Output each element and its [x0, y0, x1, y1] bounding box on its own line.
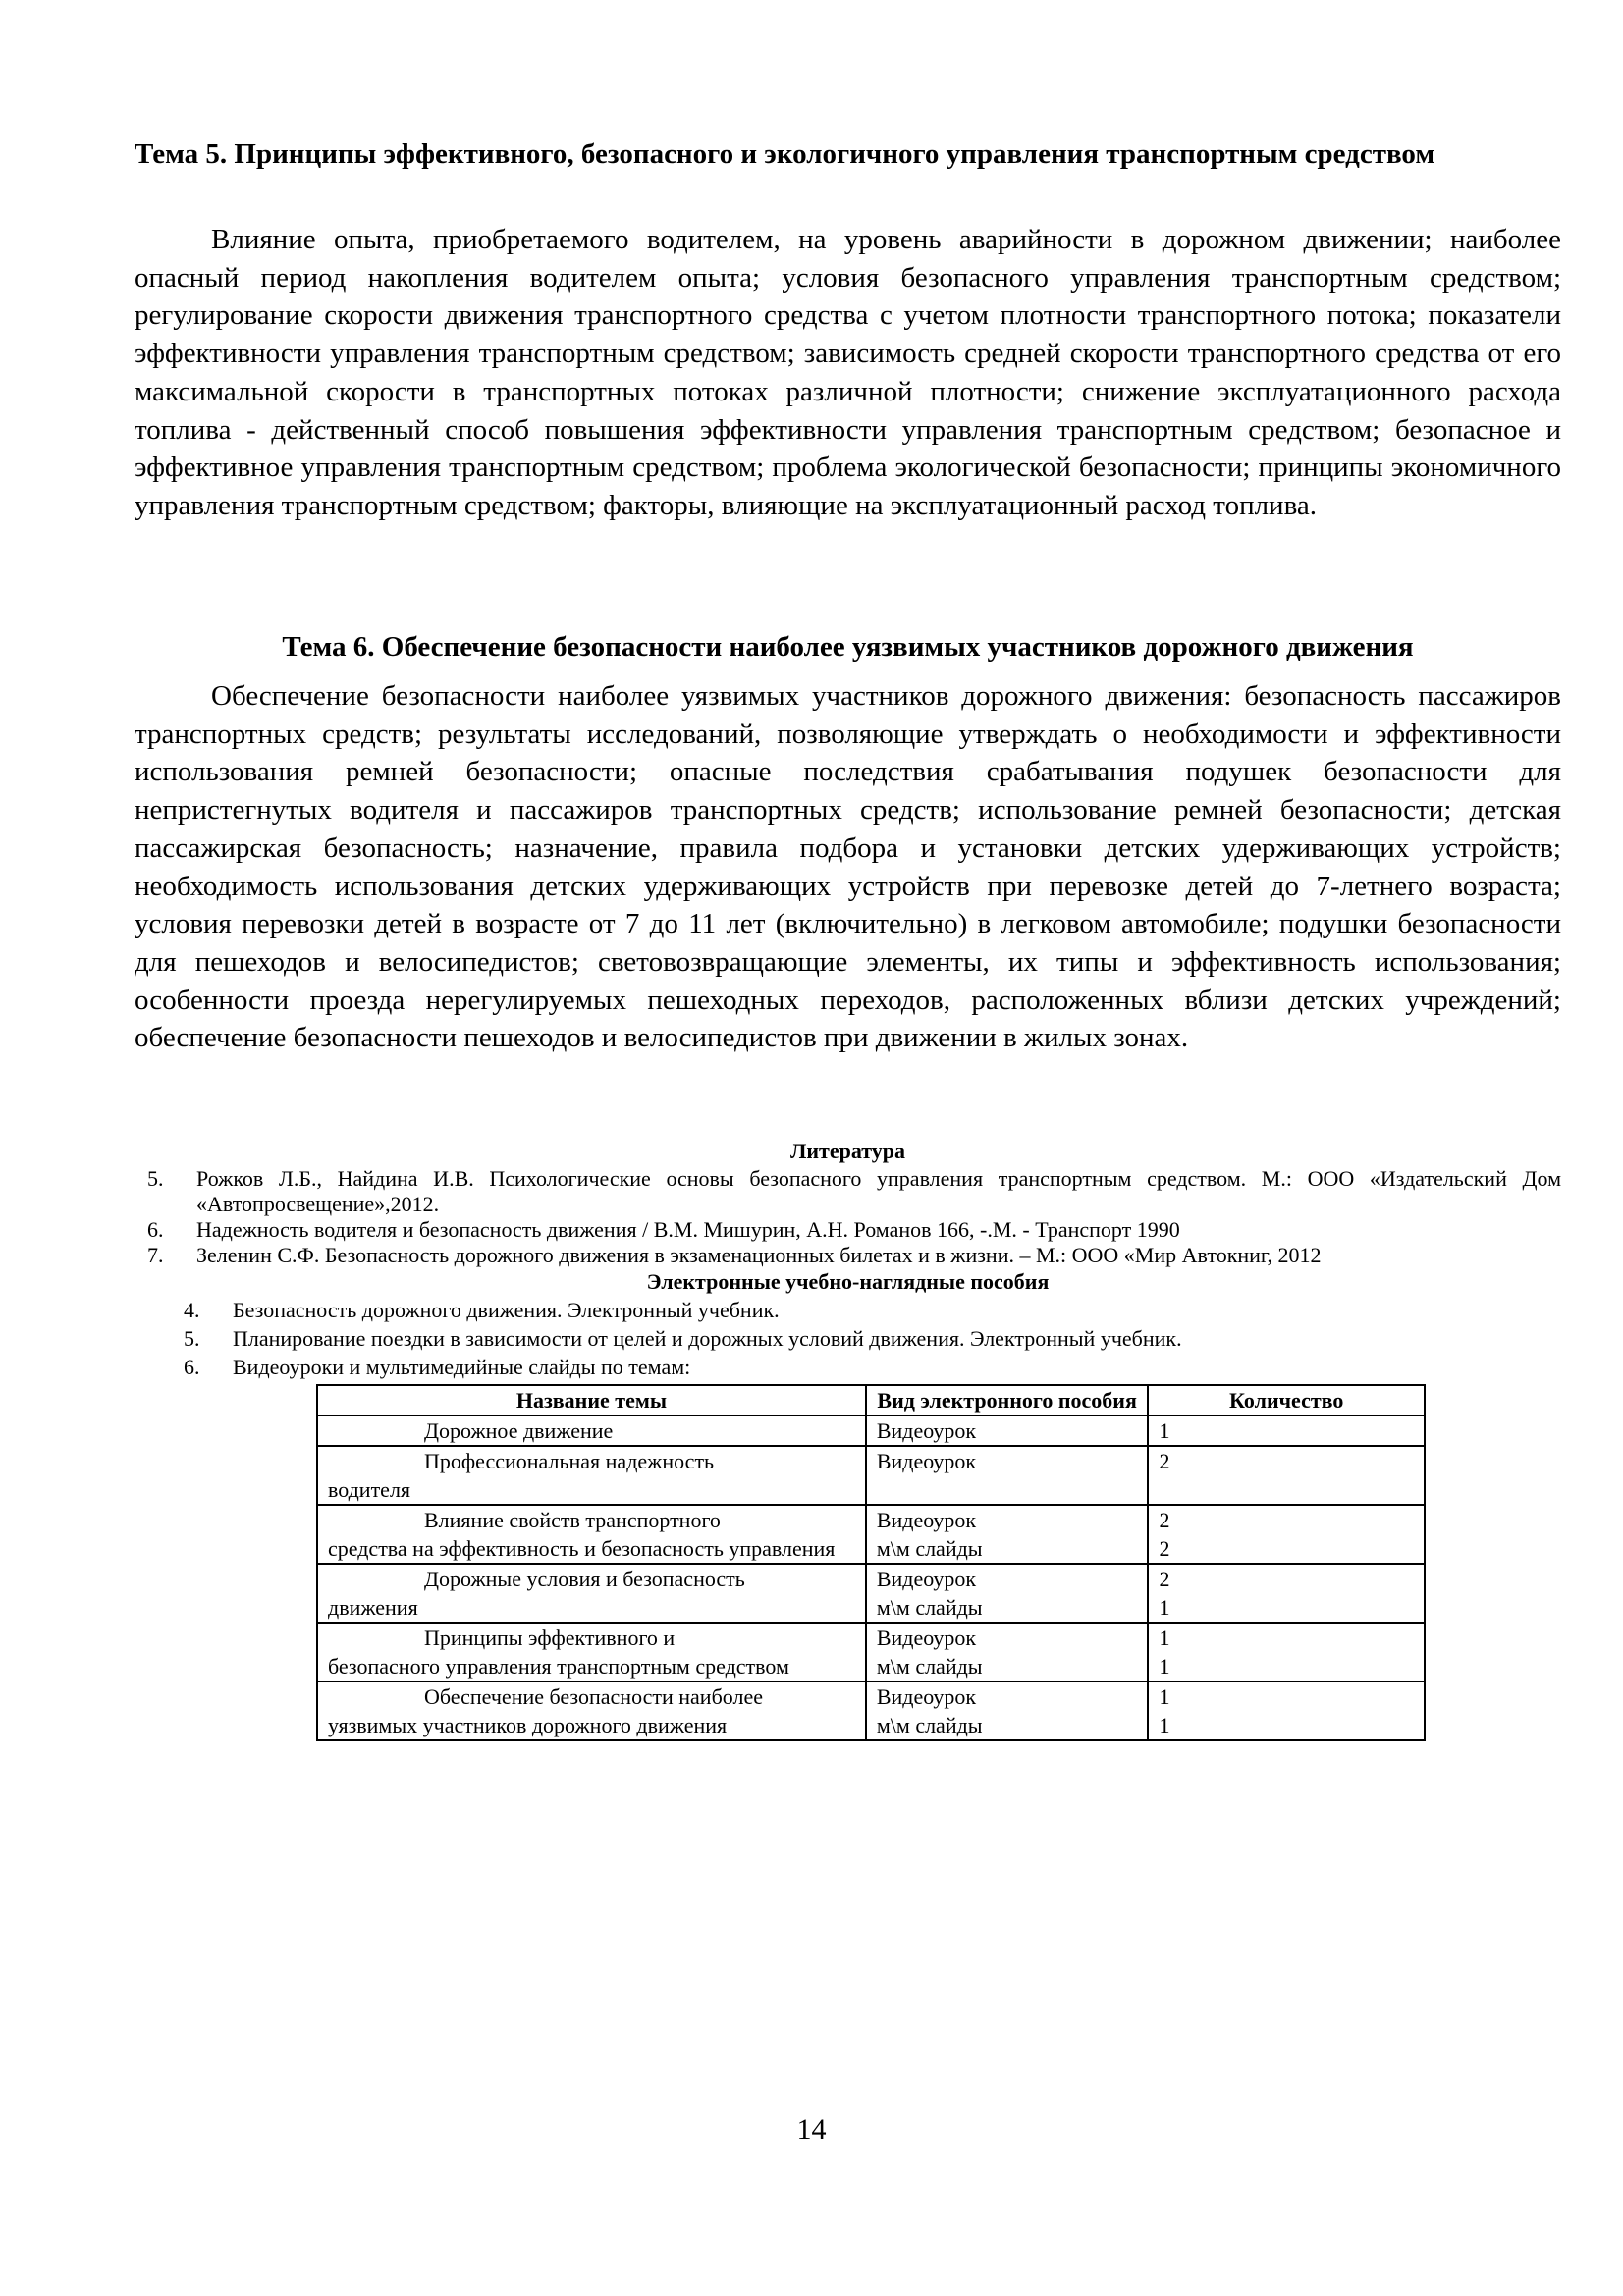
electronic-aid-text: Безопасность дорожного движения. Электронный учебник. [233, 1298, 780, 1322]
topic-rest: безопасного управления транспортным средством [328, 1654, 789, 1679]
table-cell-kind [866, 1623, 1149, 1682]
electronic-aids-heading: Электронные учебно-наглядные пособия [646, 1269, 1050, 1294]
table-row [317, 1682, 1425, 1740]
electronic-aid-number: 6. [184, 1355, 200, 1379]
table-cell-count [1148, 1505, 1425, 1564]
literature-item [147, 1166, 1561, 1217]
kind-value: Видеоурок [876, 1567, 977, 1591]
literature-item-text: Зеленин С.Ф. Безопасность дорожного движения в экзаменационных билетах и в жизни. – М.: ООО «Мир Автокниг, 2012 [196, 1243, 1322, 1267]
literature-item-text: Рожков Л.Б., Найдина И.В. Психологические основы безопасного управления транспортным средством. М.: ООО «Издательский Дом «Автопросвещение»,2012. [196, 1166, 1561, 1216]
count-value: 2 [1159, 1567, 1170, 1591]
electronic-aids-list [184, 1298, 1561, 1383]
column-header-kind: Вид электронного пособия [866, 1385, 1149, 1415]
electronic-aid-item [184, 1326, 1561, 1352]
literature-item [147, 1243, 1561, 1268]
kind-value: Видеоурок [876, 1449, 977, 1473]
table-row [317, 1623, 1425, 1682]
topic-rest: движения [328, 1595, 418, 1620]
table-row [317, 1415, 1425, 1446]
literature-item-text: Надежность водителя и безопасность движения / В.М. Мишурин, А.Н. Романов 166, -.М. - Транспорт 1990 [196, 1217, 1180, 1242]
count-value: 2 [1159, 1508, 1170, 1532]
table-cell-count [1148, 1446, 1425, 1505]
topic-first-line: Принципы эффективного и [424, 1626, 676, 1650]
count-value: 2 [1159, 1536, 1170, 1561]
table-cell-kind [866, 1505, 1149, 1564]
count-value: 1 [1159, 1684, 1170, 1709]
count-value: 1 [1159, 1418, 1170, 1443]
table-cell-kind [866, 1446, 1149, 1505]
topic-5-heading: Тема 5. Принципы эффективного, безопасного и экологичного управления транспортным средством [135, 138, 1435, 170]
kind-value: м\м слайды [876, 1595, 983, 1620]
table-row [317, 1505, 1425, 1564]
count-value: 1 [1159, 1713, 1170, 1737]
kind-value: м\м слайды [876, 1713, 983, 1737]
topic-first-line: Влияние свойств транспортного [424, 1508, 721, 1532]
table-cell-topic [317, 1415, 866, 1446]
kind-value: м\м слайды [876, 1536, 983, 1561]
table-cell-topic [317, 1682, 866, 1740]
table-cell-topic [317, 1623, 866, 1682]
kind-value: Видеоурок [876, 1508, 977, 1532]
topic-first-line: Профессиональная надежность [424, 1449, 715, 1473]
topic-first-line: Дорожные условия и безопасность [424, 1567, 745, 1591]
literature-heading: Литература [789, 1139, 906, 1163]
count-value: 1 [1159, 1626, 1170, 1650]
electronic-aid-number: 4. [184, 1298, 200, 1322]
electronic-aid-item [184, 1298, 1561, 1323]
topic-rest: средства на эффективность и безопасность управления [328, 1536, 836, 1561]
table-cell-kind [866, 1415, 1149, 1446]
table-header-row [317, 1385, 1425, 1415]
count-value: 2 [1159, 1449, 1170, 1473]
literature-item [147, 1217, 1561, 1243]
count-value: 1 [1159, 1595, 1170, 1620]
table-cell-topic [317, 1564, 866, 1623]
topic-5-body: Влияние опыта, приобретаемого водителем, на уровень аварийности в дорожном движении; наиболее опасный период накопления водителем опыта; условия безопасного управления транспортным средством; регулирование скорости движения транспортного средства с учетом плотности транспортного потока; показатели эффективности управления транспортным средством; зависимость средней скорости транспортного средства от его максимальной скорости в транспортных потоках различной плотности; снижение эксплуатационного расхода топлива - действенный способ повышения эффективности управления транспортным средством; безопасное и эффективное управления транспортным средством; проблема экологической безопасности; принципы экономичного управления транспортным средством; факторы, влияющие на эксплуатационный расход топлива. [135, 224, 1561, 521]
table-row [317, 1446, 1425, 1505]
table-cell-kind [866, 1682, 1149, 1740]
kind-value: Видеоурок [876, 1418, 977, 1443]
column-header-topic: Название темы [317, 1385, 866, 1415]
media-table [316, 1384, 1426, 1741]
topic-first-line: Обеспечение безопасности наиболее [424, 1684, 763, 1709]
topic-first-line: Дорожное движение [424, 1418, 614, 1443]
table-cell-count [1148, 1682, 1425, 1740]
page-number: 14 [796, 2113, 827, 2146]
table-cell-count [1148, 1623, 1425, 1682]
table-cell-count [1148, 1564, 1425, 1623]
electronic-aid-number: 5. [184, 1326, 200, 1351]
column-header-count: Количество [1148, 1385, 1425, 1415]
literature-item-number: 6. [147, 1217, 164, 1242]
literature-item-number: 5. [147, 1166, 164, 1191]
count-value: 1 [1159, 1654, 1170, 1679]
topic-rest: водителя [328, 1477, 411, 1502]
electronic-aid-text: Планирование поездки в зависимости от целей и дорожных условий движения. Электронный учебник. [233, 1326, 1182, 1351]
kind-value: Видеоурок [876, 1684, 977, 1709]
table-cell-kind [866, 1564, 1149, 1623]
table-cell-topic [317, 1505, 866, 1564]
topic-6-body: Обеспечение безопасности наиболее уязвимых участников дорожного движения: безопасность пассажиров транспортных средств; результаты исследований, позволяющие утверждать о необходимости и эффективности использования ремней безопасности; опасные последствия срабатывания подушек безопасности для непристегнутых водителя и пассажиров транспортных средств; использование ремней безопасности; детская пассажирская безопасность; назначение, правила подбора и установки детских удерживающих устройств; необходимость использования детских удерживающих устройств при перевозке детей до 7-летнего возраста; условия перевозки детей в возрасте от 7 до 11 лет (включительно) в легковом автомобиле; подушки безопасности для пешеходов и велосипедистов; световозвращающие элементы, их типы и эффективность использования; особенности проезда нерегулируемых пешеходных переходов, расположенных вблизи детских учреждений; обеспечение безопасности пешеходов и велосипедистов при движении в жилых зонах. [135, 680, 1561, 1054]
electronic-aid-item [184, 1355, 1561, 1380]
kind-value: м\м слайды [876, 1654, 983, 1679]
topic-6-heading: Тема 6. Обеспечение безопасности наиболее уязвимых участников дорожного движения [282, 631, 1414, 663]
table-row [317, 1564, 1425, 1623]
table-cell-topic [317, 1446, 866, 1505]
topic-rest: уязвимых участников дорожного движения [328, 1713, 728, 1737]
literature-list [147, 1166, 1561, 1268]
literature-item-number: 7. [147, 1243, 164, 1267]
kind-value: Видеоурок [876, 1626, 977, 1650]
table-cell-count [1148, 1415, 1425, 1446]
electronic-aid-text: Видеоуроки и мультимедийные слайды по темам: [233, 1355, 691, 1379]
